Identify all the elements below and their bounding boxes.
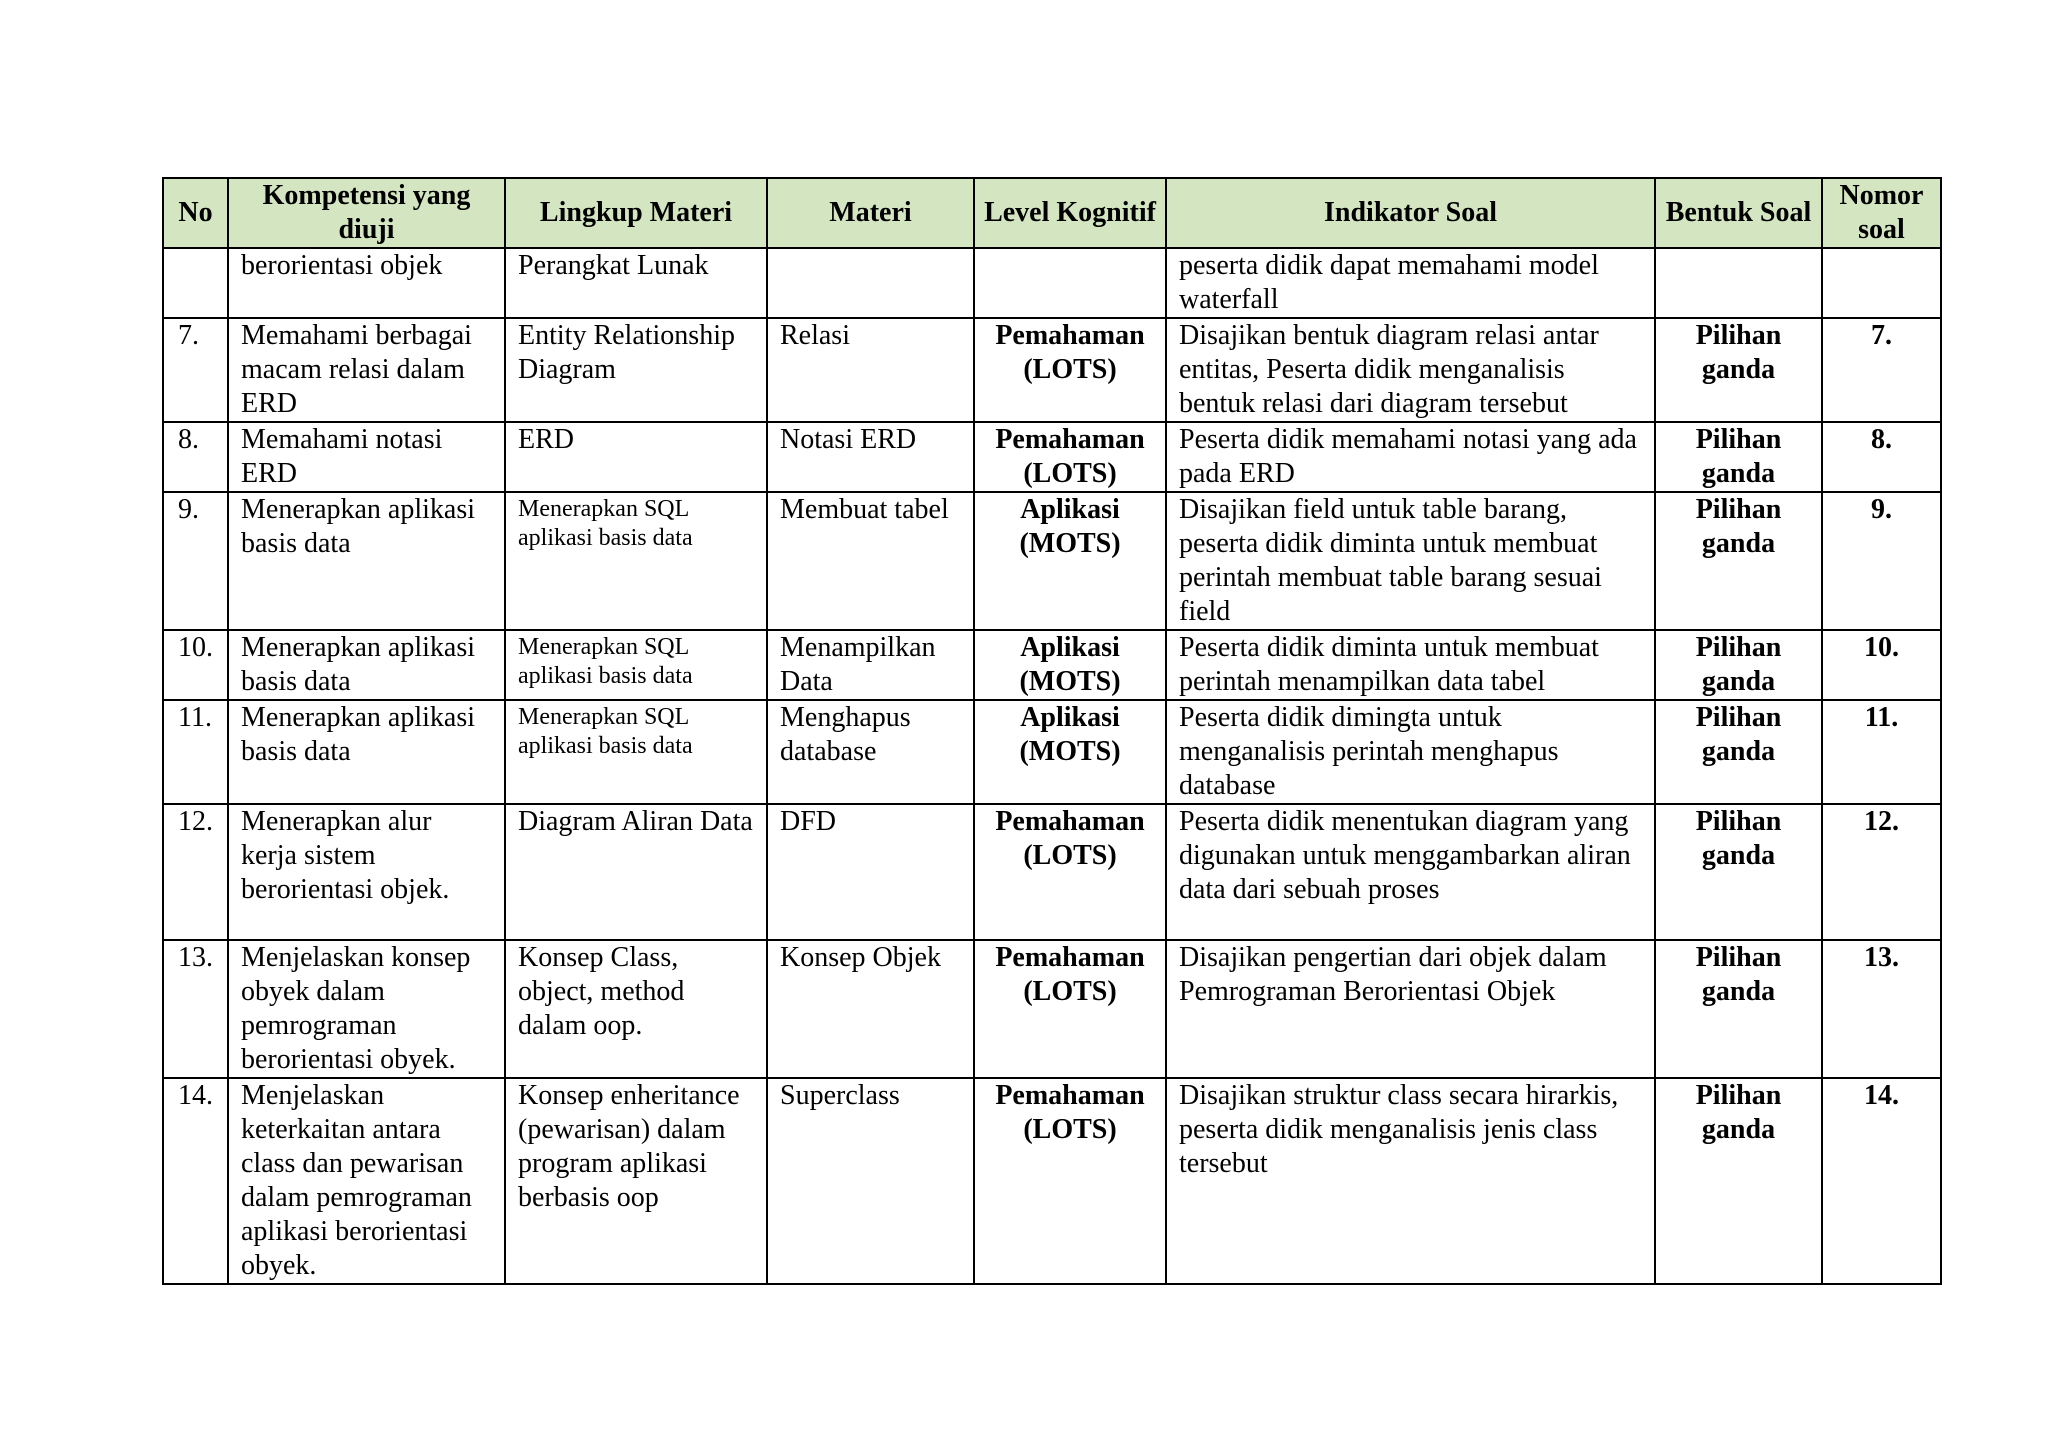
cell-bentuk-soal	[1655, 492, 1822, 630]
cell-kompetensi: Menjelaskan konsep obyek dalam pemrograman berorientasi obyek.	[228, 940, 505, 1078]
cell-materi: DFD	[767, 804, 974, 940]
cell-nomor-soal	[1822, 248, 1941, 318]
cell-bentuk-soal	[1655, 630, 1822, 700]
cell-indikator-soal: Peserta didik menentukan diagram yang digunakan untuk menggambarkan aliran data dari sebuah proses	[1166, 804, 1655, 940]
cell-level-kognitif	[974, 630, 1166, 700]
cell-nomor-soal: 8.	[1822, 422, 1941, 492]
cell-lingkup-materi: Konsep enheritance (pewarisan) dalam program aplikasi berbasis oop	[505, 1078, 767, 1284]
table-row	[163, 318, 1941, 422]
header-level-kognitif: Level Kognitif	[974, 178, 1166, 248]
cell-kompetensi: Menerapkan aplikasi basis data	[228, 492, 505, 630]
level-tag: (LOTS)	[1023, 458, 1117, 489]
cell-materi: Konsep Objek	[767, 940, 974, 1078]
cell-lingkup-materi	[505, 700, 767, 804]
level-name: Pemahaman	[995, 1080, 1145, 1111]
cell-no: 9.	[163, 492, 228, 630]
cell-lingkup-materi: Entity Relationship Diagram	[505, 318, 767, 422]
cell-nomor-soal: 9.	[1822, 492, 1941, 630]
cell-bentuk-soal	[1655, 422, 1822, 492]
cell-indikator-soal: Disajikan struktur class secara hirarkis, peserta didik menganalisis jenis class tersebut	[1166, 1078, 1655, 1284]
cell-bentuk-soal	[1655, 940, 1822, 1078]
table-header	[163, 178, 1941, 248]
header-nomor-soal: Nomor soal	[1822, 178, 1941, 248]
level-tag: (LOTS)	[1023, 1114, 1117, 1145]
level-name: Aplikasi	[1020, 632, 1120, 663]
table-row	[163, 630, 1941, 700]
cell-nomor-soal: 13.	[1822, 940, 1941, 1078]
cell-bentuk-soal	[1655, 700, 1822, 804]
table-body	[163, 248, 1941, 1284]
bentuk-line-2: ganda	[1701, 736, 1776, 767]
lingkup-text: Menerapkan SQL aplikasi basis data	[518, 704, 693, 759]
cell-nomor-soal: 10.	[1822, 630, 1941, 700]
kisi-kisi-table	[162, 177, 1942, 1285]
level-name: Pemahaman	[995, 806, 1145, 837]
bentuk-line-1: Pilihan	[1695, 942, 1782, 973]
table-row	[163, 700, 1941, 804]
table-row	[163, 422, 1941, 492]
cell-indikator-soal: Disajikan bentuk diagram relasi antar entitas, Peserta didik menganalisis bentuk relasi dari diagram tersebut	[1166, 318, 1655, 422]
cell-lingkup-materi: Konsep Class, object, method dalam oop.	[505, 940, 767, 1078]
cell-materi: Menampilkan Data	[767, 630, 974, 700]
level-name: Aplikasi	[1020, 702, 1120, 733]
bentuk-line-2: ganda	[1701, 1114, 1776, 1145]
cell-kompetensi: Menerapkan aplikasi basis data	[228, 630, 505, 700]
cell-lingkup-materi: Perangkat Lunak	[505, 248, 767, 318]
table-row	[163, 1078, 1941, 1284]
cell-indikator-soal: Peserta didik diminta untuk membuat perintah menampilkan data tabel	[1166, 630, 1655, 700]
level-name: Aplikasi	[1020, 494, 1120, 525]
bentuk-line-2: ganda	[1701, 458, 1776, 489]
cell-materi: Relasi	[767, 318, 974, 422]
level-name: Pemahaman	[995, 942, 1145, 973]
bentuk-line-2: ganda	[1701, 976, 1776, 1007]
header-no: No	[163, 178, 228, 248]
cell-materi: Menghapus database	[767, 700, 974, 804]
bentuk-line-1: Pilihan	[1695, 806, 1782, 837]
header-kompetensi: Kompetensi yang diuji	[228, 178, 505, 248]
cell-nomor-soal: 11.	[1822, 700, 1941, 804]
cell-indikator-soal: Disajikan field untuk table barang, peserta didik diminta untuk membuat perintah membuat table barang sesuai field	[1166, 492, 1655, 630]
cell-no: 8.	[163, 422, 228, 492]
header-indikator-soal: Indikator Soal	[1166, 178, 1655, 248]
cell-materi: Superclass	[767, 1078, 974, 1284]
bentuk-line-1: Pilihan	[1695, 424, 1782, 455]
bentuk-line-1: Pilihan	[1695, 702, 1782, 733]
cell-kompetensi: berorientasi objek	[228, 248, 505, 318]
level-name: Pemahaman	[995, 424, 1145, 455]
level-tag: (LOTS)	[1023, 354, 1117, 385]
cell-lingkup-materi	[505, 492, 767, 630]
level-tag: (LOTS)	[1023, 840, 1117, 871]
cell-lingkup-materi	[505, 630, 767, 700]
cell-lingkup-materi: ERD	[505, 422, 767, 492]
cell-level-kognitif	[974, 492, 1166, 630]
table-row	[163, 492, 1941, 630]
cell-no	[163, 248, 228, 318]
cell-level-kognitif	[974, 940, 1166, 1078]
cell-no: 14.	[163, 1078, 228, 1284]
cell-level-kognitif	[974, 700, 1166, 804]
cell-bentuk-soal	[1655, 248, 1822, 318]
bentuk-line-1: Pilihan	[1695, 632, 1782, 663]
cell-kompetensi: Menerapkan aplikasi basis data	[228, 700, 505, 804]
table-row	[163, 940, 1941, 1078]
cell-level-kognitif	[974, 422, 1166, 492]
cell-materi	[767, 248, 974, 318]
bentuk-line-2: ganda	[1701, 354, 1776, 385]
bentuk-line-2: ganda	[1701, 840, 1776, 871]
lingkup-text: Menerapkan SQL aplikasi basis data	[518, 634, 693, 689]
level-tag: (MOTS)	[1019, 528, 1121, 559]
cell-level-kognitif	[974, 248, 1166, 318]
cell-no: 13.	[163, 940, 228, 1078]
level-name: Pemahaman	[995, 320, 1145, 351]
cell-nomor-soal: 14.	[1822, 1078, 1941, 1284]
cell-nomor-soal: 7.	[1822, 318, 1941, 422]
bentuk-line-1: Pilihan	[1695, 1080, 1782, 1111]
level-tag: (MOTS)	[1019, 666, 1121, 697]
header-bentuk-soal: Bentuk Soal	[1655, 178, 1822, 248]
cell-indikator-soal: Peserta didik dimingta untuk menganalisis perintah menghapus database	[1166, 700, 1655, 804]
cell-level-kognitif	[974, 804, 1166, 940]
cell-kompetensi: Menjelaskan keterkaitan antara class dan pewarisan dalam pemrograman aplikasi berorientasi obyek.	[228, 1078, 505, 1284]
bentuk-line-1: Pilihan	[1695, 320, 1782, 351]
cell-indikator-soal: Disajikan pengertian dari objek dalam Pemrograman Berorientasi Objek	[1166, 940, 1655, 1078]
cell-indikator-soal: peserta didik dapat memahami model waterfall	[1166, 248, 1655, 318]
cell-level-kognitif	[974, 1078, 1166, 1284]
cell-no: 10.	[163, 630, 228, 700]
cell-no: 11.	[163, 700, 228, 804]
cell-kompetensi: Menerapkan alur kerja sistem berorientasi objek.	[228, 804, 505, 940]
cell-nomor-soal: 12.	[1822, 804, 1941, 940]
cell-kompetensi: Memahami berbagai macam relasi dalam ERD	[228, 318, 505, 422]
level-tag: (LOTS)	[1023, 976, 1117, 1007]
cell-materi: Notasi ERD	[767, 422, 974, 492]
cell-bentuk-soal	[1655, 1078, 1822, 1284]
bentuk-line-2: ganda	[1701, 528, 1776, 559]
table-row	[163, 248, 1941, 318]
cell-indikator-soal: Peserta didik memahami notasi yang ada pada ERD	[1166, 422, 1655, 492]
cell-bentuk-soal	[1655, 804, 1822, 940]
cell-level-kognitif	[974, 318, 1166, 422]
lingkup-text: Menerapkan SQL aplikasi basis data	[518, 496, 693, 551]
header-materi: Materi	[767, 178, 974, 248]
header-row	[163, 178, 1941, 248]
cell-kompetensi: Memahami notasi ERD	[228, 422, 505, 492]
cell-no: 12.	[163, 804, 228, 940]
cell-materi: Membuat tabel	[767, 492, 974, 630]
cell-no: 7.	[163, 318, 228, 422]
bentuk-line-2: ganda	[1701, 666, 1776, 697]
cell-lingkup-materi: Diagram Aliran Data	[505, 804, 767, 940]
header-lingkup-materi: Lingkup Materi	[505, 178, 767, 248]
level-tag: (MOTS)	[1019, 736, 1121, 767]
table-row	[163, 804, 1941, 940]
cell-bentuk-soal	[1655, 318, 1822, 422]
bentuk-line-1: Pilihan	[1695, 494, 1782, 525]
